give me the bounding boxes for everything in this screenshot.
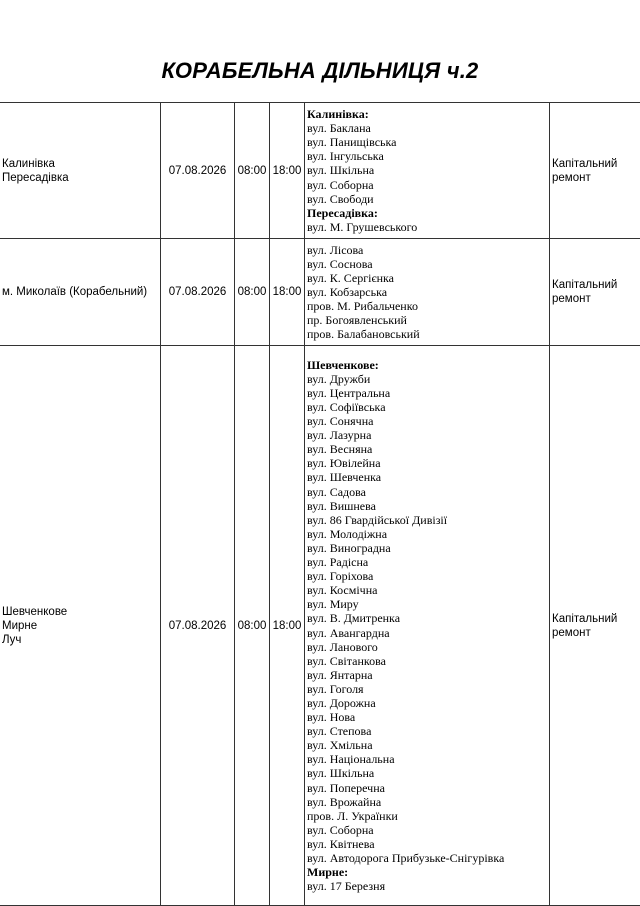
street-name: вул. Шкільна: [307, 766, 547, 780]
street-name: вул. Соборна: [307, 178, 547, 192]
location-cell: [0, 239, 161, 346]
location-name: м. Миколаїв (Корабельний): [2, 285, 158, 299]
location-cell: [0, 103, 161, 239]
work-type: Капітальний: [552, 612, 640, 626]
street-name: вул. Хмільна: [307, 738, 547, 752]
street-name: пров. М. Рибальченко: [307, 299, 547, 313]
end-time-cell: 18:00: [270, 346, 305, 906]
date-cell: 07.08.2026: [161, 103, 235, 239]
work-type: ремонт: [552, 292, 640, 306]
date-cell: 07.08.2026: [161, 239, 235, 346]
street-name: вул. Лазурна: [307, 428, 547, 442]
work-type: Капітальний: [552, 278, 640, 292]
location-name: Калинівка: [2, 157, 158, 171]
street-name: вул. Миру: [307, 597, 547, 611]
work-type-cell: [550, 239, 640, 346]
street-name: вул. В. Дмитренка: [307, 611, 547, 625]
street-name: вул. Поперечна: [307, 781, 547, 795]
street-name: вул. Янтарна: [307, 668, 547, 682]
location-name: Шевченкове: [2, 605, 158, 619]
street-name: вул. Ланового: [307, 640, 547, 654]
table-row: [0, 103, 640, 239]
location-name: Мирне: [2, 619, 158, 633]
street-name: вул. Весняна: [307, 442, 547, 456]
street-name: вул. Сонячна: [307, 414, 547, 428]
settlement-heading: Мирне:: [307, 865, 547, 879]
streets-cell: [305, 103, 550, 239]
street-name: вул. Садова: [307, 485, 547, 499]
start-time-cell: 08:00: [235, 239, 270, 346]
street-name: вул. Врожайна: [307, 795, 547, 809]
street-name: пр. Богоявленський: [307, 313, 547, 327]
start-time-cell: 08:00: [235, 103, 270, 239]
street-name: вул. Панищівська: [307, 135, 547, 149]
schedule-table: [0, 102, 640, 906]
street-name: пров. Балабановський: [307, 327, 547, 341]
end-time-cell: 18:00: [270, 103, 305, 239]
street-name: вул. Радісна: [307, 555, 547, 569]
table-row: [0, 239, 640, 346]
end-time-cell: 18:00: [270, 239, 305, 346]
street-name: вул. М. Грушевського: [307, 220, 547, 234]
table-row: [0, 346, 640, 906]
street-name: вул. Шкільна: [307, 163, 547, 177]
street-name: вул. Інгульська: [307, 149, 547, 163]
street-name: вул. Світанкова: [307, 654, 547, 668]
street-name: вул. Космічна: [307, 583, 547, 597]
work-type: ремонт: [552, 171, 640, 185]
street-name: вул. Дорожна: [307, 696, 547, 710]
settlement-heading: Пересадівка:: [307, 206, 547, 220]
street-name: вул. Ювілейна: [307, 456, 547, 470]
streets-cell: [305, 239, 550, 346]
street-name: вул. Виноградна: [307, 541, 547, 555]
street-name: вул. 86 Гвардійської Дивізії: [307, 513, 547, 527]
street-name: вул. Степова: [307, 724, 547, 738]
street-name: вул. Баклана: [307, 121, 547, 135]
work-type: ремонт: [552, 626, 640, 640]
street-name: вул. Лісова: [307, 243, 547, 257]
street-name: вул. Кобзарська: [307, 285, 547, 299]
streets-cell: [305, 346, 550, 906]
street-name: вул. Центральна: [307, 386, 547, 400]
street-name: вул. Гоголя: [307, 682, 547, 696]
street-name: вул. Горіхова: [307, 569, 547, 583]
street-name: вул. Соснова: [307, 257, 547, 271]
street-name: вул. Нова: [307, 710, 547, 724]
settlement-heading: Шевченкове:: [307, 358, 547, 372]
street-name: вул. Національна: [307, 752, 547, 766]
location-cell: [0, 346, 161, 906]
work-type-cell: [550, 346, 640, 906]
street-name: вул. Софіївська: [307, 400, 547, 414]
street-name: вул. Квітнева: [307, 837, 547, 851]
location-name: Луч: [2, 633, 158, 647]
street-name: вул. К. Сергієнка: [307, 271, 547, 285]
page-title: КОРАБЕЛЬНА ДІЛЬНИЦЯ ч.2: [0, 58, 640, 84]
street-name: пров. Л. Українки: [307, 809, 547, 823]
date-cell: 07.08.2026: [161, 346, 235, 906]
street-name: вул. Молодіжна: [307, 527, 547, 541]
street-name: вул. Шевченка: [307, 470, 547, 484]
location-name: Пересадівка: [2, 171, 158, 185]
street-name: вул. Свободи: [307, 192, 547, 206]
work-type: Капітальний: [552, 157, 640, 171]
settlement-heading: Калинівка:: [307, 107, 547, 121]
street-name: вул. Соборна: [307, 823, 547, 837]
street-name: вул. Авангардна: [307, 626, 547, 640]
street-name: вул. Дружби: [307, 372, 547, 386]
work-type-cell: [550, 103, 640, 239]
street-name: вул. Автодорога Прибузьке-Снігурівка: [307, 851, 547, 865]
start-time-cell: 08:00: [235, 346, 270, 906]
street-name: вул. Вишнева: [307, 499, 547, 513]
street-name: вул. 17 Березня: [307, 879, 547, 893]
